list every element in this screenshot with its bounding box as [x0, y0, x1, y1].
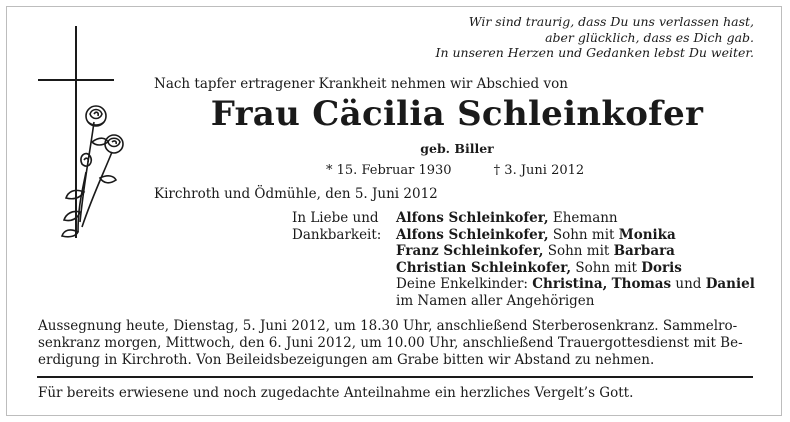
grandchildren-prefix: Deine Enkelkinder:	[396, 276, 533, 292]
grandchild-name: Christina,	[532, 276, 608, 292]
intro-text: Nach tapfer ertragener Krankheit nehmen wir Abschied von	[154, 76, 568, 92]
mourner	[396, 260, 755, 277]
grandchild-name: Daniel	[705, 276, 755, 292]
poem-line: In unseren Herzen und Gedanken lebst Du weiter.	[435, 45, 754, 60]
cross-with-roses-icon	[34, 22, 146, 242]
mourner-name: Christian Schleinkofer,	[396, 259, 572, 276]
poem	[424, 14, 754, 61]
mourner-name: Alfons Schleinkofer,	[396, 226, 549, 243]
life-dates	[326, 163, 584, 178]
mourners-list	[396, 210, 755, 309]
service-line: senkranz morgen, Mittwoch, den 6. Juni 2012, um 10.00 Uhr, anschließend Trauergottesdienst mit Be-	[38, 334, 743, 351]
place-date: Kirchroth und Ödmühle, den 5. Juni 2012	[154, 186, 438, 202]
mourner-relation: Sohn mit	[548, 226, 619, 243]
divider	[37, 376, 753, 378]
grandchildren	[396, 276, 755, 293]
mourner	[396, 243, 755, 260]
mourners-label	[292, 210, 381, 243]
mourner-relation: Sohn mit	[571, 259, 642, 276]
mourner	[396, 227, 755, 244]
service-line: erdigung in Kirchroth. Von Beileidsbezeigungen am Grabe bitten wir Abstand zu nehmen.	[38, 351, 655, 368]
poem-line: aber glücklich, dass es Dich gab.	[545, 29, 754, 45]
mourner	[396, 210, 755, 227]
maiden-name: geb. Biller	[420, 141, 494, 156]
mourner-name: Franz Schleinkofer,	[396, 243, 544, 259]
mourner-name: Alfons Schleinkofer,	[396, 210, 549, 226]
grandchildren-and: und	[671, 276, 706, 292]
service-line: Aussegnung heute, Dienstag, 5. Juni 2012, um 18.30 Uhr, anschließend Sterberosenkranz. Sammelro-	[38, 318, 738, 334]
death-date: † 3. Juni 2012	[493, 163, 585, 178]
service-info	[38, 318, 752, 368]
mourner-partner: Monika	[618, 226, 676, 243]
grandchild-name: Thomas	[611, 276, 672, 292]
mourner-partner: Barbara	[613, 243, 675, 259]
birth-date: * 15. Februar 1930	[326, 163, 452, 178]
mourners-label-line: Dankbarkeit:	[292, 226, 382, 243]
mourner-relation: Sohn mit	[543, 243, 614, 259]
mourners-label-line: In Liebe und	[292, 210, 379, 226]
poem-line: Wir sind traurig, dass Du uns verlassen hast,	[468, 14, 754, 29]
thanks-text: Für bereits erwiesene und noch zugedachte Anteilnahme ein herzliches Vergelt’s Gott.	[38, 385, 634, 401]
relatives-line: im Namen aller Angehörigen	[396, 292, 595, 309]
mourner-partner: Doris	[641, 259, 682, 276]
mourner-relation: Ehemann	[548, 210, 618, 226]
deceased-name: Frau Cäcilia Schleinkofer	[210, 94, 704, 134]
